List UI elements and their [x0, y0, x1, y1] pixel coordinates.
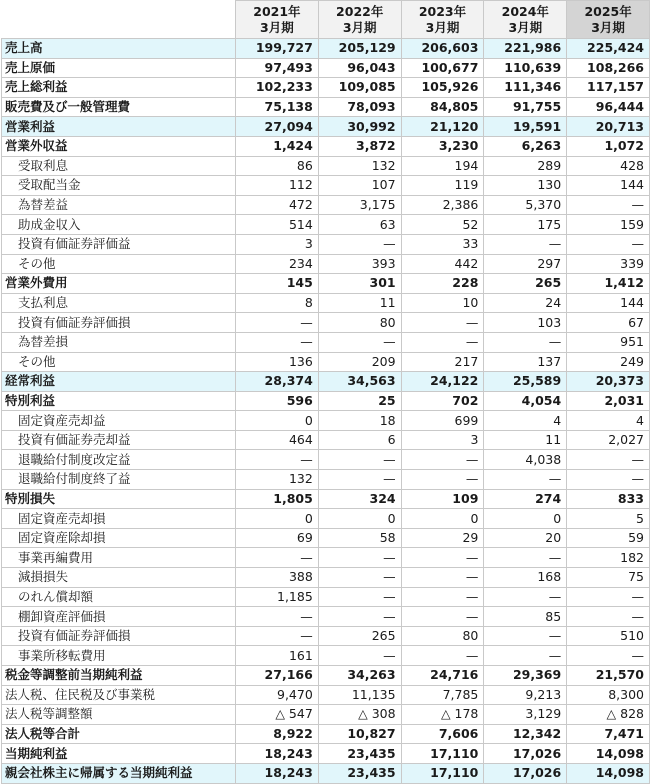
value-cell: 24,122 [401, 372, 484, 392]
value-cell: △ 547 [236, 705, 319, 725]
value-cell: 108,266 [567, 58, 650, 78]
value-cell: — [567, 470, 650, 490]
row-label: のれん償却額 [2, 587, 236, 607]
value-cell: 951 [567, 332, 650, 352]
value-cell: — [567, 234, 650, 254]
value-cell: 1,424 [236, 136, 319, 156]
value-cell: 9,470 [236, 685, 319, 705]
value-cell: 75 [567, 568, 650, 588]
value-cell: 3 [401, 430, 484, 450]
value-cell: — [484, 548, 567, 568]
value-cell: 11,135 [318, 685, 401, 705]
row-label: 退職給付制度改定益 [2, 450, 236, 470]
row-label: 受取利息 [2, 156, 236, 176]
value-cell: 1,185 [236, 587, 319, 607]
value-cell: 194 [401, 156, 484, 176]
row-label: その他 [2, 254, 236, 274]
value-cell: — [318, 587, 401, 607]
value-cell: 100,677 [401, 58, 484, 78]
table-row [2, 548, 650, 568]
value-cell: — [567, 195, 650, 215]
value-cell: — [401, 607, 484, 627]
value-cell: 69 [236, 528, 319, 548]
value-cell: 144 [567, 293, 650, 313]
row-label: 売上原価 [2, 58, 236, 78]
value-cell: 0 [484, 509, 567, 529]
value-cell: 3,872 [318, 136, 401, 156]
value-cell: 5,370 [484, 195, 567, 215]
value-cell: 0 [401, 509, 484, 529]
value-cell: 20 [484, 528, 567, 548]
value-cell: — [484, 626, 567, 646]
value-cell: 27,094 [236, 117, 319, 137]
row-label: 経常利益 [2, 372, 236, 392]
value-cell: 1,412 [567, 274, 650, 294]
table-row [2, 195, 650, 215]
value-cell: 265 [484, 274, 567, 294]
value-cell: — [236, 607, 319, 627]
table-row [2, 136, 650, 156]
row-label: 売上高 [2, 39, 236, 59]
row-label: 固定資産売却損 [2, 509, 236, 529]
value-cell: 111,346 [484, 78, 567, 98]
value-cell: — [318, 568, 401, 588]
value-cell: — [484, 646, 567, 666]
value-cell: 109 [401, 489, 484, 509]
value-cell: 110,639 [484, 58, 567, 78]
value-cell: — [484, 587, 567, 607]
value-cell: 23,435 [318, 763, 401, 783]
value-cell: 109,085 [318, 78, 401, 98]
value-cell: 28,374 [236, 372, 319, 392]
value-cell: 80 [318, 313, 401, 333]
value-cell: △ 308 [318, 705, 401, 725]
value-cell: 4,054 [484, 391, 567, 411]
value-cell: 2,386 [401, 195, 484, 215]
value-cell: 249 [567, 352, 650, 372]
value-cell: — [236, 626, 319, 646]
row-label: 法人税等調整額 [2, 705, 236, 725]
row-label: 事業再編費用 [2, 548, 236, 568]
value-cell: 18,243 [236, 744, 319, 764]
value-cell: 17,026 [484, 744, 567, 764]
row-label: 売上総利益 [2, 78, 236, 98]
value-cell: 596 [236, 391, 319, 411]
value-cell: 8,300 [567, 685, 650, 705]
value-cell: 17,026 [484, 763, 567, 783]
value-cell: 63 [318, 215, 401, 235]
value-cell: 78,093 [318, 97, 401, 117]
table-row [2, 352, 650, 372]
value-cell: 5 [567, 509, 650, 529]
value-cell: — [567, 607, 650, 627]
value-cell: — [401, 313, 484, 333]
value-cell: 6,263 [484, 136, 567, 156]
row-label: 当期純利益 [2, 744, 236, 764]
value-cell: 91,755 [484, 97, 567, 117]
value-cell: 199,727 [236, 39, 319, 59]
value-cell: 85 [484, 607, 567, 627]
value-cell: 8,922 [236, 724, 319, 744]
value-cell: 833 [567, 489, 650, 509]
value-cell: 3,230 [401, 136, 484, 156]
table-row [2, 58, 650, 78]
table-row [2, 430, 650, 450]
value-cell: 137 [484, 352, 567, 372]
value-cell: 11 [484, 430, 567, 450]
value-cell: — [401, 548, 484, 568]
value-cell: 0 [318, 509, 401, 529]
value-cell: 2,031 [567, 391, 650, 411]
table-row [2, 607, 650, 627]
value-cell: 8 [236, 293, 319, 313]
value-cell: 161 [236, 646, 319, 666]
year-header: 2022年 3月期 [318, 1, 401, 39]
header-row [2, 1, 650, 39]
row-label: 投資有価証券評価損 [2, 313, 236, 333]
row-label: 退職給付制度終了益 [2, 470, 236, 490]
table-row [2, 509, 650, 529]
value-cell: — [318, 332, 401, 352]
year-header-latest: 2025年 3月期 [567, 1, 650, 39]
value-cell: 10 [401, 293, 484, 313]
value-cell: 119 [401, 176, 484, 196]
row-label: 親会社株主に帰属する当期純利益 [2, 763, 236, 783]
row-label: 為替差損 [2, 332, 236, 352]
value-cell: 24,716 [401, 666, 484, 686]
table-row [2, 234, 650, 254]
value-cell: 18 [318, 411, 401, 431]
value-cell: 59 [567, 528, 650, 548]
value-cell: 472 [236, 195, 319, 215]
table-row [2, 450, 650, 470]
value-cell: 86 [236, 156, 319, 176]
value-cell: 9,213 [484, 685, 567, 705]
value-cell: 25 [318, 391, 401, 411]
value-cell: — [401, 332, 484, 352]
table-row [2, 372, 650, 392]
value-cell: 11 [318, 293, 401, 313]
value-cell: 20,373 [567, 372, 650, 392]
row-label: 事業所移転費用 [2, 646, 236, 666]
table-row [2, 176, 650, 196]
value-cell: 96,043 [318, 58, 401, 78]
value-cell: 20,713 [567, 117, 650, 137]
value-cell: 4 [567, 411, 650, 431]
year-header: 2021年 3月期 [236, 1, 319, 39]
value-cell: 130 [484, 176, 567, 196]
table-row [2, 274, 650, 294]
value-cell: 132 [236, 470, 319, 490]
value-cell: 7,785 [401, 685, 484, 705]
value-cell: 112 [236, 176, 319, 196]
corner-cell [2, 1, 236, 39]
year-header: 2024年 3月期 [484, 1, 567, 39]
table-row [2, 313, 650, 333]
value-cell: 301 [318, 274, 401, 294]
value-cell: 2,027 [567, 430, 650, 450]
table-row [2, 587, 650, 607]
value-cell: — [567, 646, 650, 666]
value-cell: 234 [236, 254, 319, 274]
value-cell: — [318, 450, 401, 470]
table-row [2, 666, 650, 686]
row-label: 法人税等合計 [2, 724, 236, 744]
value-cell: — [318, 470, 401, 490]
row-label: 為替差益 [2, 195, 236, 215]
row-label: 特別利益 [2, 391, 236, 411]
value-cell: 52 [401, 215, 484, 235]
value-cell: 17,110 [401, 763, 484, 783]
value-cell: 29 [401, 528, 484, 548]
row-label: 営業外収益 [2, 136, 236, 156]
value-cell: 274 [484, 489, 567, 509]
value-cell: — [318, 646, 401, 666]
table-row [2, 97, 650, 117]
value-cell: 442 [401, 254, 484, 274]
value-cell: 4 [484, 411, 567, 431]
row-label: 法人税、住民税及び事業税 [2, 685, 236, 705]
value-cell: 75,138 [236, 97, 319, 117]
value-cell: 21,120 [401, 117, 484, 137]
value-cell: 102,233 [236, 78, 319, 98]
table-row [2, 705, 650, 725]
row-label: 投資有価証券売却益 [2, 430, 236, 450]
value-cell: 96,444 [567, 97, 650, 117]
value-cell: — [318, 548, 401, 568]
value-cell: 145 [236, 274, 319, 294]
value-cell: 84,805 [401, 97, 484, 117]
value-cell: — [236, 450, 319, 470]
row-label: 税金等調整前当期純利益 [2, 666, 236, 686]
value-cell: 1,072 [567, 136, 650, 156]
value-cell: 12,342 [484, 724, 567, 744]
value-cell: 206,603 [401, 39, 484, 59]
table-row [2, 646, 650, 666]
value-cell: 205,129 [318, 39, 401, 59]
row-label: 営業利益 [2, 117, 236, 137]
value-cell: — [401, 568, 484, 588]
value-cell: 7,606 [401, 724, 484, 744]
row-label: 固定資産売却益 [2, 411, 236, 431]
value-cell: 221,986 [484, 39, 567, 59]
table-row [2, 39, 650, 59]
value-cell: — [318, 607, 401, 627]
value-cell: 3 [236, 234, 319, 254]
value-cell: 21,570 [567, 666, 650, 686]
table-row [2, 763, 650, 783]
value-cell: — [236, 313, 319, 333]
row-label: 営業外費用 [2, 274, 236, 294]
row-label: 投資有価証券評価損 [2, 626, 236, 646]
value-cell: 297 [484, 254, 567, 274]
value-cell: 393 [318, 254, 401, 274]
income-statement-table [1, 0, 650, 784]
value-cell: — [401, 646, 484, 666]
value-cell: — [567, 450, 650, 470]
table-row [2, 489, 650, 509]
value-cell: 80 [401, 626, 484, 646]
value-cell: 1,805 [236, 489, 319, 509]
value-cell: △ 828 [567, 705, 650, 725]
row-label: 特別損失 [2, 489, 236, 509]
value-cell: 97,493 [236, 58, 319, 78]
value-cell: 107 [318, 176, 401, 196]
value-cell: — [236, 548, 319, 568]
table-row [2, 293, 650, 313]
table-row [2, 78, 650, 98]
row-label: 棚卸資産評価損 [2, 607, 236, 627]
year-header: 2023年 3月期 [401, 1, 484, 39]
row-label: 固定資産除却損 [2, 528, 236, 548]
value-cell: 4,038 [484, 450, 567, 470]
table-row [2, 215, 650, 235]
table-row [2, 685, 650, 705]
value-cell: 0 [236, 509, 319, 529]
row-label: 投資有価証券評価益 [2, 234, 236, 254]
row-label: 販売費及び一般管理費 [2, 97, 236, 117]
row-label: 助成金収入 [2, 215, 236, 235]
value-cell: 34,563 [318, 372, 401, 392]
row-label: 減損損失 [2, 568, 236, 588]
value-cell: 217 [401, 352, 484, 372]
value-cell: 3,129 [484, 705, 567, 725]
value-cell: 388 [236, 568, 319, 588]
value-cell: 175 [484, 215, 567, 235]
table-row [2, 568, 650, 588]
value-cell: 25,589 [484, 372, 567, 392]
value-cell: 289 [484, 156, 567, 176]
table-row [2, 744, 650, 764]
value-cell: 144 [567, 176, 650, 196]
value-cell: 23,435 [318, 744, 401, 764]
value-cell: 6 [318, 430, 401, 450]
value-cell: 14,098 [567, 763, 650, 783]
value-cell: 24 [484, 293, 567, 313]
value-cell: 10,827 [318, 724, 401, 744]
value-cell: — [318, 234, 401, 254]
value-cell: 168 [484, 568, 567, 588]
table-row [2, 332, 650, 352]
value-cell: 510 [567, 626, 650, 646]
value-cell: 17,110 [401, 744, 484, 764]
value-cell: 699 [401, 411, 484, 431]
value-cell: 19,591 [484, 117, 567, 137]
table-row [2, 254, 650, 274]
value-cell: 428 [567, 156, 650, 176]
value-cell: 117,157 [567, 78, 650, 98]
value-cell: 0 [236, 411, 319, 431]
value-cell: 324 [318, 489, 401, 509]
value-cell: 514 [236, 215, 319, 235]
value-cell: 29,369 [484, 666, 567, 686]
value-cell: 209 [318, 352, 401, 372]
table-row [2, 470, 650, 490]
value-cell: — [484, 470, 567, 490]
value-cell: 27,166 [236, 666, 319, 686]
value-cell: 702 [401, 391, 484, 411]
table-row [2, 156, 650, 176]
value-cell: 159 [567, 215, 650, 235]
value-cell: — [401, 450, 484, 470]
value-cell: 182 [567, 548, 650, 568]
table-row [2, 528, 650, 548]
value-cell: 105,926 [401, 78, 484, 98]
table-row [2, 411, 650, 431]
value-cell: — [401, 587, 484, 607]
value-cell: 132 [318, 156, 401, 176]
value-cell: 30,992 [318, 117, 401, 137]
table-row [2, 626, 650, 646]
value-cell: 18,243 [236, 763, 319, 783]
row-label: 受取配当金 [2, 176, 236, 196]
value-cell: — [567, 587, 650, 607]
value-cell: — [401, 470, 484, 490]
value-cell: 14,098 [567, 744, 650, 764]
value-cell: — [484, 234, 567, 254]
value-cell: 136 [236, 352, 319, 372]
table-row [2, 391, 650, 411]
value-cell: 33 [401, 234, 484, 254]
value-cell: 103 [484, 313, 567, 333]
value-cell: 3,175 [318, 195, 401, 215]
value-cell: 228 [401, 274, 484, 294]
value-cell: △ 178 [401, 705, 484, 725]
value-cell: 464 [236, 430, 319, 450]
table-row [2, 724, 650, 744]
table-row [2, 117, 650, 137]
value-cell: 7,471 [567, 724, 650, 744]
value-cell: 339 [567, 254, 650, 274]
value-cell: 34,263 [318, 666, 401, 686]
value-cell: 58 [318, 528, 401, 548]
value-cell: — [236, 332, 319, 352]
value-cell: 225,424 [567, 39, 650, 59]
row-label: その他 [2, 352, 236, 372]
value-cell: — [484, 332, 567, 352]
value-cell: 67 [567, 313, 650, 333]
value-cell: 265 [318, 626, 401, 646]
row-label: 支払利息 [2, 293, 236, 313]
